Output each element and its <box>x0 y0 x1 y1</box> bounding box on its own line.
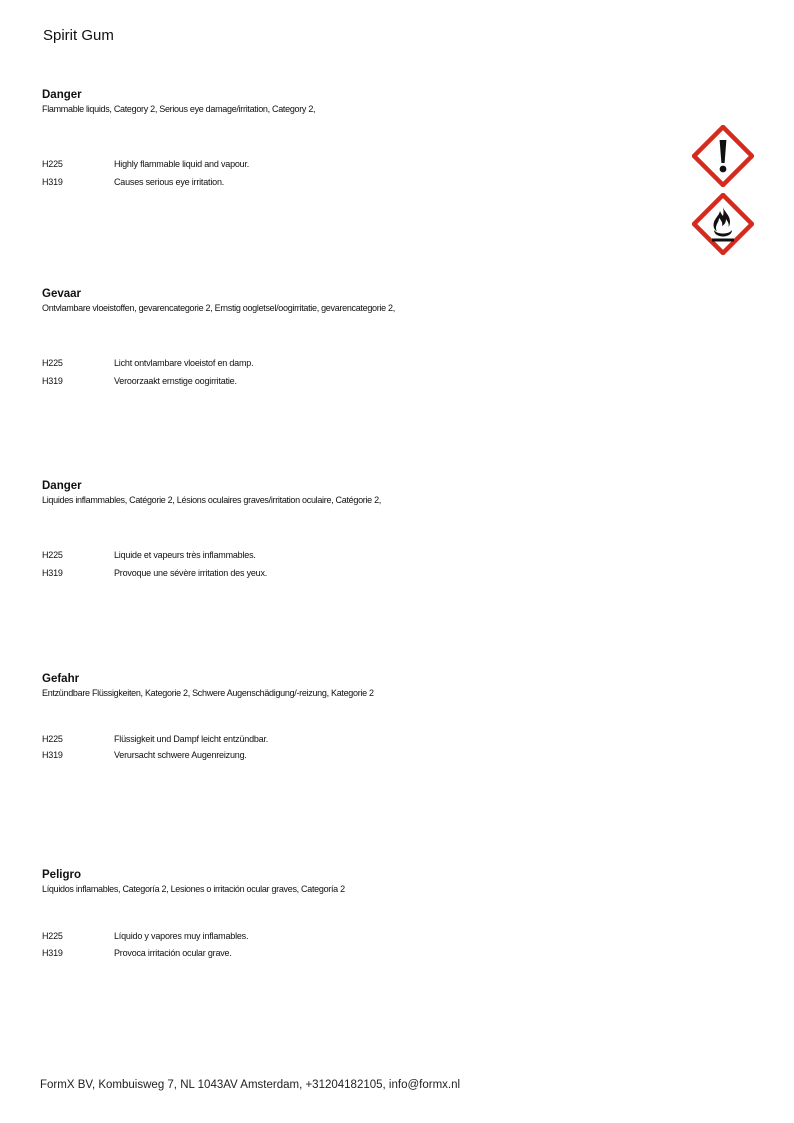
hazard-text: Provoca irritación ocular grave. <box>114 948 232 958</box>
hazard-section-es <box>42 868 682 962</box>
company-contact-footer: FormX BV, Kombuisweg 7, NL 1043AV Amsterdam, +31204182105, info@formx.nl <box>40 1079 461 1091</box>
signal-word: Peligro <box>42 869 81 881</box>
hazard-statements <box>42 354 682 390</box>
hazard-statements <box>42 546 682 582</box>
hazard-statement <box>42 928 682 945</box>
hazard-code: H319 <box>42 948 63 958</box>
hazard-classification: Ontvlambare vloeistoffen, gevarencategorie 2, Ernstig oogletsel/oogirritatie, gevarencategorie 2, <box>42 303 395 313</box>
hazard-classification: Entzündbare Flüssigkeiten, Kategorie 2, Schwere Augenschädigung/-reizung, Kategorie 2 <box>42 688 374 698</box>
hazard-statement <box>42 155 682 173</box>
hazard-code: H319 <box>42 376 63 386</box>
signal-word: Danger <box>42 89 82 101</box>
hazard-statement <box>42 945 682 962</box>
hazard-statement <box>42 372 682 390</box>
hazard-statements <box>42 928 682 962</box>
hazard-statement <box>42 546 682 564</box>
hazard-statement <box>42 173 682 191</box>
hazard-section-nl <box>42 287 682 390</box>
hazard-statements <box>42 155 682 191</box>
signal-word: Danger <box>42 480 82 492</box>
hazard-text: Líquido y vapores muy inflamables. <box>114 931 249 941</box>
signal-word: Gevaar <box>42 288 82 300</box>
hazard-section-en <box>42 88 682 191</box>
hazard-code: H225 <box>42 159 63 169</box>
hazard-text: Veroorzaakt ernstige oogirritatie. <box>114 376 237 386</box>
hazard-statement <box>42 354 682 372</box>
hazard-section-fr <box>42 479 682 582</box>
hazard-classification: Flammable liquids, Category 2, Serious eye damage/irritation, Category 2, <box>42 104 316 114</box>
hazard-text: Liquide et vapeurs très inflammables. <box>114 550 256 560</box>
product-name: Spirit Gum <box>43 27 114 44</box>
hazard-text: Licht ontvlambare vloeistof en damp. <box>114 358 254 368</box>
hazard-code: H319 <box>42 568 63 578</box>
hazard-classification: Liquides inflammables, Catégorie 2, Lésions oculaires graves/irritation oculaire, Catégorie 2, <box>42 495 381 505</box>
flame-pictogram-icon <box>692 193 754 255</box>
hazard-statement <box>42 731 682 747</box>
hazard-code: H225 <box>42 358 63 368</box>
hazard-text: Highly flammable liquid and vapour. <box>114 159 250 169</box>
hazard-text: Provoque une sévère irritation des yeux. <box>114 568 268 578</box>
signal-word: Gefahr <box>42 673 80 685</box>
hazard-code: H319 <box>42 177 63 187</box>
hazard-code: H225 <box>42 550 63 560</box>
hazard-section-de <box>42 672 682 763</box>
hazard-statement <box>42 747 682 763</box>
hazard-code: H225 <box>42 931 63 941</box>
hazard-code: H225 <box>42 734 63 744</box>
hazard-text: Causes serious eye irritation. <box>114 177 225 187</box>
hazard-statements <box>42 731 682 763</box>
ghs-pictograms <box>692 125 754 261</box>
hazard-classification: Líquidos inflamables, Categoría 2, Lesiones o irritación ocular graves, Categoría 2 <box>42 884 345 894</box>
hazard-text: Verursacht schwere Augenreizung. <box>114 750 247 760</box>
hazard-statement <box>42 564 682 582</box>
exclamation-mark-pictogram-icon <box>692 125 754 187</box>
hazard-code: H319 <box>42 750 63 760</box>
hazard-text: Flüssigkeit und Dampf leicht entzündbar. <box>114 734 269 744</box>
